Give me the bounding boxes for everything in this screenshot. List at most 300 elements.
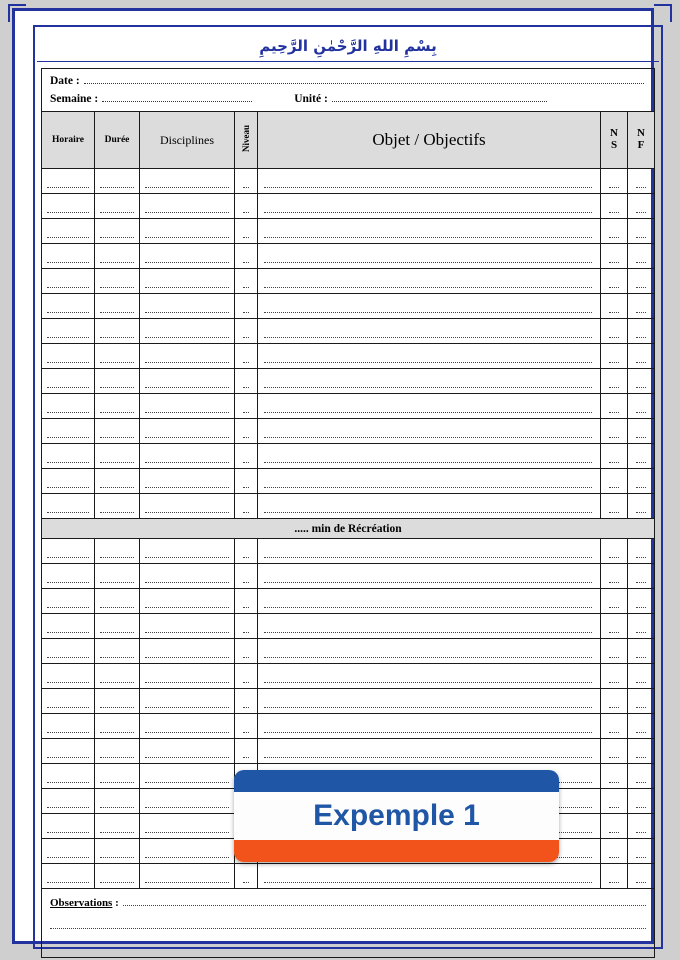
cell-horaire[interactable] — [42, 319, 95, 344]
cell-horaire[interactable] — [42, 244, 95, 269]
cell-disciplines[interactable] — [140, 219, 235, 244]
cell-nf[interactable] — [628, 419, 655, 444]
dotted-writing-line — [609, 795, 619, 808]
cell-disciplines[interactable] — [140, 444, 235, 469]
dotted-writing-line — [609, 695, 619, 708]
cell-nf[interactable] — [628, 344, 655, 369]
table-row — [42, 689, 655, 714]
cell-duree[interactable] — [95, 319, 140, 344]
dotted-writing-line — [636, 250, 646, 263]
table-row — [42, 394, 655, 419]
cell-disciplines[interactable] — [140, 814, 235, 839]
cell-disciplines[interactable] — [140, 419, 235, 444]
dotted-writing-line — [47, 425, 89, 438]
cell-horaire[interactable] — [42, 494, 95, 519]
ns-line-2: S — [610, 139, 618, 151]
dotted-writing-line — [145, 500, 229, 513]
dotted-writing-line — [243, 595, 249, 608]
cell-ns[interactable] — [601, 539, 628, 564]
dotted-writing-line — [100, 745, 134, 758]
cell-duree[interactable] — [95, 739, 140, 764]
cell-objet[interactable] — [258, 294, 601, 319]
cell-horaire[interactable] — [42, 294, 95, 319]
cell-ns[interactable] — [601, 469, 628, 494]
dotted-writing-line — [636, 795, 646, 808]
dotted-writing-line — [243, 225, 249, 238]
cell-duree[interactable] — [95, 469, 140, 494]
cell-objet[interactable] — [258, 864, 601, 889]
cell-objet[interactable] — [258, 714, 601, 739]
dotted-writing-line — [636, 770, 646, 783]
cell-nf[interactable] — [628, 319, 655, 344]
cell-ns[interactable] — [601, 194, 628, 219]
dotted-writing-line — [47, 795, 89, 808]
dotted-writing-line — [100, 400, 134, 413]
cell-objet[interactable] — [258, 639, 601, 664]
semaine-label: Semaine : — [50, 93, 99, 105]
cell-objet[interactable] — [258, 194, 601, 219]
cell-duree[interactable] — [95, 664, 140, 689]
cell-niveau[interactable] — [235, 614, 258, 639]
cell-objet[interactable] — [258, 494, 601, 519]
cell-niveau[interactable] — [235, 469, 258, 494]
table-row — [42, 739, 655, 764]
cell-objet[interactable] — [258, 539, 601, 564]
cell-objet[interactable] — [258, 469, 601, 494]
dotted-writing-line — [636, 745, 646, 758]
cell-ns[interactable] — [601, 269, 628, 294]
cell-nf[interactable] — [628, 764, 655, 789]
cell-disciplines[interactable] — [140, 539, 235, 564]
dotted-writing-line — [636, 275, 646, 288]
dotted-writing-line — [609, 670, 619, 683]
dotted-writing-line — [145, 845, 229, 858]
cell-horaire[interactable] — [42, 444, 95, 469]
dotted-writing-line — [609, 400, 619, 413]
cell-ns[interactable] — [601, 169, 628, 194]
cell-objet[interactable] — [258, 269, 601, 294]
cell-objet[interactable] — [258, 219, 601, 244]
semaine-input-line[interactable] — [102, 92, 252, 102]
cell-duree[interactable] — [95, 714, 140, 739]
dotted-writing-line — [145, 325, 229, 338]
cell-horaire[interactable] — [42, 814, 95, 839]
dotted-writing-line — [145, 570, 229, 583]
cell-objet[interactable] — [258, 169, 601, 194]
dotted-writing-line — [145, 475, 229, 488]
cell-niveau[interactable] — [235, 689, 258, 714]
cell-horaire[interactable] — [42, 169, 95, 194]
cell-disciplines[interactable] — [140, 764, 235, 789]
dotted-writing-line — [264, 175, 592, 188]
dotted-writing-line — [145, 275, 229, 288]
dotted-writing-line — [636, 620, 646, 633]
cell-duree[interactable] — [95, 369, 140, 394]
dotted-writing-line — [100, 250, 134, 263]
cell-niveau[interactable] — [235, 539, 258, 564]
cell-ns[interactable] — [601, 319, 628, 344]
dotted-writing-line — [636, 325, 646, 338]
dotted-writing-line — [264, 595, 592, 608]
dotted-writing-line — [264, 225, 592, 238]
dotted-writing-line — [243, 450, 249, 463]
cell-disciplines[interactable] — [140, 294, 235, 319]
cell-nf[interactable] — [628, 739, 655, 764]
dotted-writing-line — [47, 400, 89, 413]
cell-disciplines[interactable] — [140, 789, 235, 814]
cell-nf[interactable] — [628, 369, 655, 394]
cell-duree[interactable] — [95, 219, 140, 244]
cell-duree[interactable] — [95, 294, 140, 319]
dotted-writing-line — [100, 670, 134, 683]
cell-disciplines[interactable] — [140, 169, 235, 194]
cell-disciplines[interactable] — [140, 664, 235, 689]
observations-header — [50, 895, 646, 909]
cell-duree[interactable] — [95, 269, 140, 294]
cell-niveau[interactable] — [235, 864, 258, 889]
dotted-writing-line — [609, 325, 619, 338]
cell-duree[interactable] — [95, 589, 140, 614]
dotted-writing-line — [636, 845, 646, 858]
dotted-writing-line — [636, 870, 646, 883]
table-row — [42, 589, 655, 614]
cell-ns[interactable] — [601, 294, 628, 319]
cell-ns[interactable] — [601, 839, 628, 864]
cell-nf[interactable] — [628, 494, 655, 519]
cell-duree[interactable] — [95, 394, 140, 419]
cell-ns[interactable] — [601, 689, 628, 714]
cell-disciplines[interactable] — [140, 739, 235, 764]
cell-duree[interactable] — [95, 344, 140, 369]
cell-niveau[interactable] — [235, 344, 258, 369]
cell-objet[interactable] — [258, 394, 601, 419]
dotted-writing-line — [243, 745, 249, 758]
dotted-writing-line — [145, 595, 229, 608]
cell-objet[interactable] — [258, 664, 601, 689]
cell-ns[interactable] — [601, 444, 628, 469]
dotted-writing-line — [47, 225, 89, 238]
cell-disciplines[interactable] — [140, 714, 235, 739]
cell-horaire[interactable] — [42, 194, 95, 219]
cell-disciplines[interactable] — [140, 494, 235, 519]
cell-niveau[interactable] — [235, 244, 258, 269]
unite-input-line[interactable] — [332, 92, 547, 102]
cell-niveau[interactable] — [235, 419, 258, 444]
table-row — [42, 639, 655, 664]
cell-nf[interactable] — [628, 194, 655, 219]
dotted-writing-line — [145, 425, 229, 438]
cell-ns[interactable] — [601, 419, 628, 444]
cell-niveau[interactable] — [235, 294, 258, 319]
cell-nf[interactable] — [628, 864, 655, 889]
cell-nf[interactable] — [628, 444, 655, 469]
cell-horaire[interactable] — [42, 714, 95, 739]
cell-duree[interactable] — [95, 764, 140, 789]
cell-objet[interactable] — [258, 419, 601, 444]
cell-horaire[interactable] — [42, 344, 95, 369]
cell-duree[interactable] — [95, 614, 140, 639]
cell-niveau[interactable] — [235, 169, 258, 194]
cell-objet[interactable] — [258, 614, 601, 639]
dotted-writing-line — [100, 275, 134, 288]
cell-horaire[interactable] — [42, 689, 95, 714]
dotted-writing-line — [264, 695, 592, 708]
cell-ns[interactable] — [601, 394, 628, 419]
field-row-semaine-unite — [50, 92, 646, 105]
cell-ns[interactable] — [601, 639, 628, 664]
cell-ns[interactable] — [601, 369, 628, 394]
cell-ns[interactable] — [601, 219, 628, 244]
dotted-writing-line — [264, 670, 592, 683]
dotted-writing-line — [264, 200, 592, 213]
dotted-writing-line — [243, 400, 249, 413]
table-row — [42, 494, 655, 519]
cell-niveau[interactable] — [235, 494, 258, 519]
dotted-writing-line — [609, 350, 619, 363]
cell-objet[interactable] — [258, 739, 601, 764]
cell-disciplines[interactable] — [140, 589, 235, 614]
cell-nf[interactable] — [628, 244, 655, 269]
cell-ns[interactable] — [601, 739, 628, 764]
cell-objet[interactable] — [258, 369, 601, 394]
cell-ns[interactable] — [601, 664, 628, 689]
cell-disciplines[interactable] — [140, 319, 235, 344]
cell-disciplines[interactable] — [140, 839, 235, 864]
dotted-writing-line — [47, 745, 89, 758]
dotted-writing-line — [243, 670, 249, 683]
dotted-writing-line — [609, 375, 619, 388]
cell-nf[interactable] — [628, 169, 655, 194]
dotted-writing-line — [145, 795, 229, 808]
cell-niveau[interactable] — [235, 639, 258, 664]
dotted-writing-line — [609, 745, 619, 758]
cell-ns[interactable] — [601, 564, 628, 589]
dotted-writing-line — [47, 350, 89, 363]
cell-disciplines[interactable] — [140, 269, 235, 294]
cell-nf[interactable] — [628, 394, 655, 419]
cell-nf[interactable] — [628, 539, 655, 564]
cell-disciplines[interactable] — [140, 689, 235, 714]
cell-nf[interactable] — [628, 714, 655, 739]
dotted-writing-line — [243, 200, 249, 213]
cell-objet[interactable] — [258, 689, 601, 714]
cell-disciplines[interactable] — [140, 469, 235, 494]
cell-nf[interactable] — [628, 789, 655, 814]
dotted-writing-line — [47, 475, 89, 488]
table-row — [42, 369, 655, 394]
cell-disciplines[interactable] — [140, 864, 235, 889]
cell-nf[interactable] — [628, 294, 655, 319]
cell-ns[interactable] — [601, 244, 628, 269]
dotted-writing-line — [609, 620, 619, 633]
cell-nf[interactable] — [628, 219, 655, 244]
dotted-writing-line — [243, 175, 249, 188]
cell-duree[interactable] — [95, 814, 140, 839]
cell-ns[interactable] — [601, 344, 628, 369]
table-row — [42, 319, 655, 344]
cell-horaire[interactable] — [42, 614, 95, 639]
dotted-writing-line — [47, 820, 89, 833]
observations-input-line-1[interactable] — [123, 895, 646, 906]
cell-ns[interactable] — [601, 789, 628, 814]
cell-nf[interactable] — [628, 469, 655, 494]
cell-disciplines[interactable] — [140, 614, 235, 639]
cell-duree[interactable] — [95, 244, 140, 269]
cell-horaire[interactable] — [42, 269, 95, 294]
cell-horaire[interactable] — [42, 369, 95, 394]
cell-ns[interactable] — [601, 589, 628, 614]
dotted-writing-line — [100, 795, 134, 808]
dotted-writing-line — [145, 225, 229, 238]
dotted-writing-line — [145, 745, 229, 758]
cell-horaire[interactable] — [42, 469, 95, 494]
date-input-line[interactable] — [84, 74, 644, 84]
cell-niveau[interactable] — [235, 589, 258, 614]
cell-objet[interactable] — [258, 319, 601, 344]
dotted-writing-line — [636, 645, 646, 658]
observations-input-line-3[interactable] — [50, 933, 646, 949]
cell-horaire[interactable] — [42, 539, 95, 564]
cell-ns[interactable] — [601, 614, 628, 639]
cell-horaire[interactable] — [42, 789, 95, 814]
dotted-writing-line — [100, 350, 134, 363]
cell-horaire[interactable] — [42, 764, 95, 789]
cell-ns[interactable] — [601, 714, 628, 739]
dotted-writing-line — [100, 200, 134, 213]
dotted-writing-line — [243, 375, 249, 388]
cell-duree[interactable] — [95, 169, 140, 194]
cell-duree[interactable] — [95, 444, 140, 469]
cell-nf[interactable] — [628, 589, 655, 614]
cell-duree[interactable] — [95, 419, 140, 444]
cell-nf[interactable] — [628, 664, 655, 689]
cell-niveau[interactable] — [235, 739, 258, 764]
dotted-writing-line — [145, 645, 229, 658]
cell-objet[interactable] — [258, 244, 601, 269]
cell-nf[interactable] — [628, 564, 655, 589]
cell-duree[interactable] — [95, 564, 140, 589]
table-row — [42, 539, 655, 564]
cell-niveau[interactable] — [235, 664, 258, 689]
table-row — [42, 344, 655, 369]
cell-horaire[interactable] — [42, 839, 95, 864]
cell-horaire[interactable] — [42, 564, 95, 589]
cell-niveau[interactable] — [235, 714, 258, 739]
cell-nf[interactable] — [628, 689, 655, 714]
dotted-writing-line — [100, 225, 134, 238]
dotted-writing-line — [636, 695, 646, 708]
table-row — [42, 469, 655, 494]
cell-ns[interactable] — [601, 864, 628, 889]
dotted-writing-line — [47, 275, 89, 288]
cell-disciplines[interactable] — [140, 564, 235, 589]
dotted-writing-line — [636, 595, 646, 608]
cell-horaire[interactable] — [42, 664, 95, 689]
page-corner-top-right — [654, 4, 672, 22]
cell-niveau[interactable] — [235, 564, 258, 589]
nf-line-1: N — [637, 127, 645, 140]
cell-duree[interactable] — [95, 864, 140, 889]
cell-duree[interactable] — [95, 539, 140, 564]
dotted-writing-line — [100, 300, 134, 313]
dotted-writing-line — [243, 545, 249, 558]
cell-horaire[interactable] — [42, 739, 95, 764]
dotted-writing-line — [264, 425, 592, 438]
cell-duree[interactable] — [95, 494, 140, 519]
dotted-writing-line — [100, 695, 134, 708]
table-row — [42, 194, 655, 219]
cell-objet[interactable] — [258, 564, 601, 589]
cell-duree[interactable] — [95, 789, 140, 814]
cell-niveau[interactable] — [235, 369, 258, 394]
cell-nf[interactable] — [628, 269, 655, 294]
dotted-writing-line — [264, 475, 592, 488]
cell-nf[interactable] — [628, 639, 655, 664]
observations-input-line-2[interactable] — [50, 913, 646, 929]
example-badge — [234, 770, 559, 862]
cell-duree[interactable] — [95, 639, 140, 664]
cell-duree[interactable] — [95, 689, 140, 714]
nf-line-2: F — [637, 139, 645, 151]
dotted-writing-line — [609, 450, 619, 463]
cell-ns[interactable] — [601, 764, 628, 789]
cell-niveau[interactable] — [235, 219, 258, 244]
basmala-text: بِسْمِ اللهِ الرَّحْمٰنِ الرَّحِيمِ — [259, 37, 437, 55]
dotted-writing-line — [264, 570, 592, 583]
dotted-writing-line — [264, 375, 592, 388]
dotted-writing-line — [47, 845, 89, 858]
dotted-writing-line — [47, 770, 89, 783]
dotted-writing-line — [264, 400, 592, 413]
cell-horaire[interactable] — [42, 394, 95, 419]
dotted-writing-line — [609, 300, 619, 313]
cell-horaire[interactable] — [42, 219, 95, 244]
cell-disciplines[interactable] — [140, 369, 235, 394]
cell-disciplines[interactable] — [140, 639, 235, 664]
cell-nf[interactable] — [628, 814, 655, 839]
cell-horaire[interactable] — [42, 639, 95, 664]
observations-label: Observations — [50, 897, 113, 909]
cell-ns[interactable] — [601, 494, 628, 519]
cell-nf[interactable] — [628, 839, 655, 864]
cell-niveau[interactable] — [235, 319, 258, 344]
cell-disciplines[interactable] — [140, 244, 235, 269]
cell-horaire[interactable] — [42, 864, 95, 889]
dotted-writing-line — [609, 475, 619, 488]
cell-niveau[interactable] — [235, 194, 258, 219]
cell-disciplines[interactable] — [140, 194, 235, 219]
cell-niveau[interactable] — [235, 394, 258, 419]
cell-duree[interactable] — [95, 839, 140, 864]
cell-objet[interactable] — [258, 444, 601, 469]
column-header-objet-objectifs: Objet / Objectifs — [258, 112, 601, 169]
cell-nf[interactable] — [628, 614, 655, 639]
cell-disciplines[interactable] — [140, 394, 235, 419]
dotted-writing-line — [145, 375, 229, 388]
cell-niveau[interactable] — [235, 444, 258, 469]
cell-duree[interactable] — [95, 194, 140, 219]
dotted-writing-line — [609, 275, 619, 288]
dotted-writing-line — [264, 300, 592, 313]
cell-ns[interactable] — [601, 814, 628, 839]
column-header-niveau — [235, 112, 258, 169]
cell-objet[interactable] — [258, 589, 601, 614]
cell-objet[interactable] — [258, 344, 601, 369]
cell-niveau[interactable] — [235, 269, 258, 294]
cell-horaire[interactable] — [42, 419, 95, 444]
cell-horaire[interactable] — [42, 589, 95, 614]
cell-disciplines[interactable] — [140, 344, 235, 369]
